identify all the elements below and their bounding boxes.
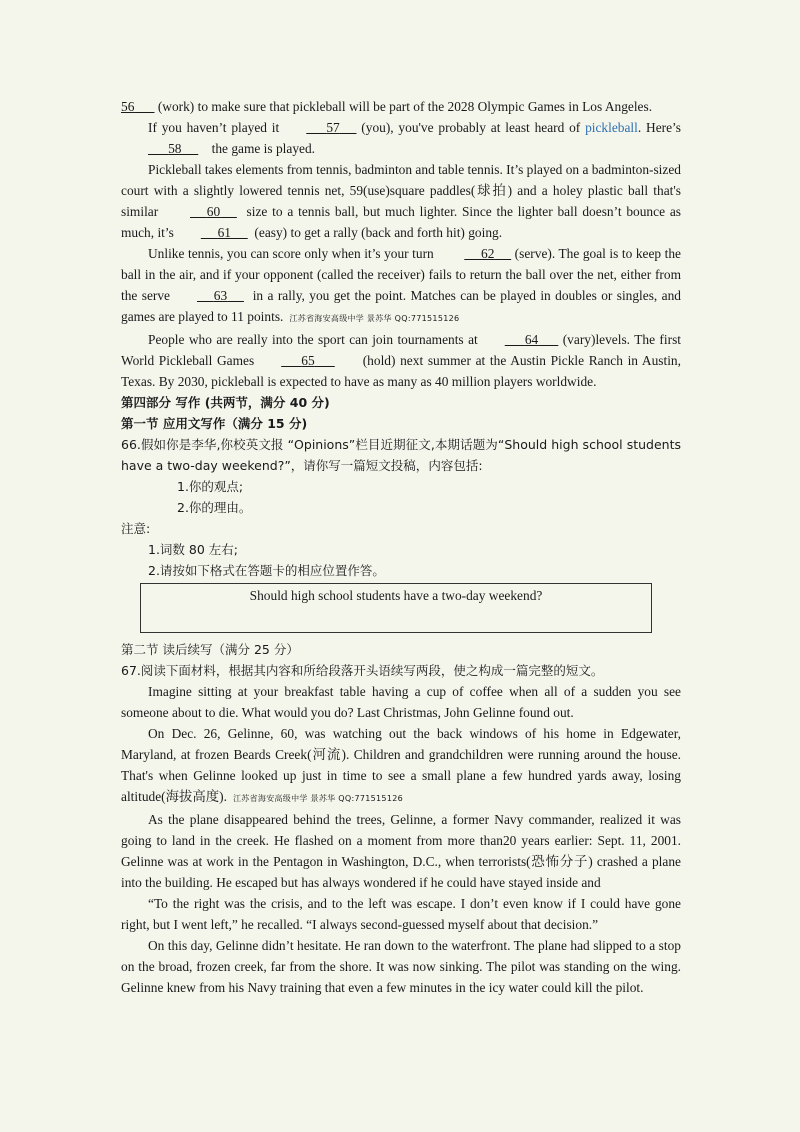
blank-63[interactable]: 63 <box>213 288 228 303</box>
note-item-2: 2.请按如下格式在答题卡的相应位置作答。 <box>148 563 385 578</box>
note-label: 注意: <box>121 521 151 536</box>
question-66-prompt: 66.假如你是李华,你校英文报 “Opinions”栏目近期征文,本期话题为“Should high school students have a two-day weekend?”，请你写一篇短文投稿，内容包括: <box>121 437 681 473</box>
story-paragraph-3: As the plane disappeared behind the trees, Gelinne, a former Navy commander, realized it was going to land in the creek. He flashed on a moment from more than20 years earlier: Sept. 11, 2001. Gelinne was at work in the Pentagon in Washington, D.C., when terrorists(恐怖分子) crashed a plane into the building. He escaped but has always wondered if he could have stayed inside and <box>121 812 681 890</box>
content-item-2: 2.你的理由。 <box>177 500 252 515</box>
paragraph-56: 56 (work) to make sure that pickleball will be part of the 2028 Olympic Games in Los Angeles. <box>121 96 681 117</box>
blank-64[interactable]: 64 <box>524 332 539 347</box>
answer-box-title: Should high school students have a two-day weekend? <box>249 588 543 603</box>
document-page <box>121 96 681 998</box>
blank-58[interactable]: 58 <box>168 141 182 156</box>
blank-60[interactable]: 60 <box>206 204 221 219</box>
answer-box[interactable] <box>140 583 652 633</box>
blank-61[interactable]: 61 <box>217 225 231 240</box>
question-67-prompt: 67.阅读下面材料，根据其内容和所给段落开头语续写两段，使之构成一篇完整的短文。 <box>121 663 604 678</box>
section1-heading: 第一节 应用文写作（满分 15 分) <box>121 416 308 431</box>
blank-62[interactable]: 62 <box>481 246 495 261</box>
story-paragraph-2: On Dec. 26, Gelinne, 60, was watching out the back windows of his home in Edgewater, Maryland, at frozen Beards Creek(河流). Children and grandchildren were running around the house. That's when Gelinne looked up just in time to see a small plane a few hundred yards away, losing altitude(海拔高度). 江苏省海安高级中学 景苏华 QQ:771515126 <box>121 726 681 804</box>
blank-57[interactable]: 57 <box>326 120 340 135</box>
note-item-1: 1.词数 80 左右; <box>148 542 238 557</box>
watermark-text-2: 江苏省海安高级中学 景苏华 QQ:771515126 <box>233 794 403 803</box>
section2-heading: 第二节 读后续写（满分 25 分） <box>121 642 299 657</box>
paragraph-64-65: People who are really into the sport can join tournaments at 64 (vary)levels. The first World Pickleball Games 65 (hold) next summer at the Austin Pickle Ranch in Austin, Texas. By 2030, pickleball is expected to have as many as 40 million players worldwide. <box>121 329 681 392</box>
part4-heading: 第四部分 写作 (共两节，满分 40 分) <box>121 395 330 410</box>
story-paragraph-5: On this day, Gelinne didn’t hesitate. He ran down to the waterfront. The plane had slipped to a stop on the broad, frozen creek, far from the shore. It was now sinking. The pilot was standing on the wing. Gelinne knew from his Navy training that even a few minutes in the icy water could kill the pilot. <box>121 938 681 995</box>
content-item-1: 1.你的观点; <box>177 479 244 494</box>
blank-56[interactable]: 56 <box>121 99 135 114</box>
paragraph-62-63: Unlike tennis, you can score only when it’s your turn 62 (serve). The goal is to keep the ball in the air, and if your opponent (called the receiver) fails to return the ball over the net, either from the serve 63 in a rally, you get the point. Matches can be played in doubles or singles, and games are played to 11 points. 江苏省海安高级中学 景苏华 QQ:771515126 <box>121 243 681 329</box>
watermark-text: 江苏省海安高级中学 景苏华 QQ:771515126 <box>289 314 460 323</box>
paragraph-59-61: Pickleball takes elements from tennis, badminton and table tennis. It’s played on a badminton-sized court with a slightly lowered tennis net, 59(use)square paddles(球拍) and a holey plastic ball that's similar 60 size to a tennis ball, but much lighter. Since the lighter ball doesn’t bounce as much, it’s 61 (easy) to get a rally (back and forth hit) going. <box>121 159 681 243</box>
paragraph-57-58: If you haven’t played it 57 (you), you've probably at least heard of pickleball. Here’s 58 the game is played. <box>121 117 681 159</box>
story-paragraph-4: “To the right was the crisis, and to the left was escape. I don’t even know if I could have gone right, but I went left,” he recalled. “I always second-guessed myself about that decision.” <box>121 896 681 932</box>
blank-65[interactable]: 65 <box>301 353 315 368</box>
story-paragraph-1: Imagine sitting at your breakfast table having a cup of coffee when all of a sudden you see someone about to die. What would you do? Last Christmas, John Gelinne found out. <box>121 684 681 720</box>
pickleball-link[interactable]: pickleball <box>585 120 638 135</box>
